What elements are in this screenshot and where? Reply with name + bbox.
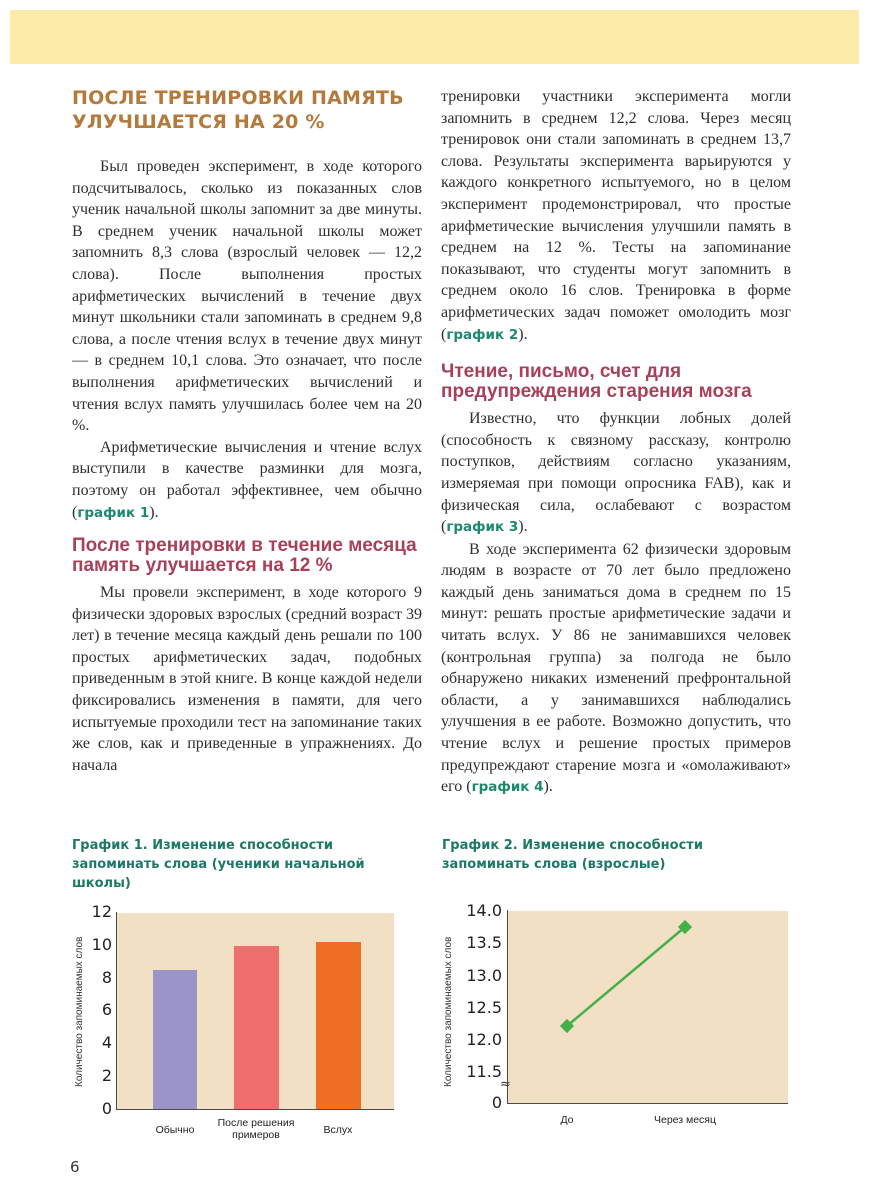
chart-2-y-tick: 13.0 <box>466 966 502 985</box>
chart-1-y-tick: 0 <box>101 1099 112 1118</box>
chart-1-y-tick: 12 <box>91 902 112 921</box>
chart-2-reference-link[interactable]: график 2 <box>446 326 519 343</box>
chart-1-reference-link[interactable]: график 1 <box>77 504 150 521</box>
chart-1-title: График 1. Изменение способности запоминать слова (ученики начальной школы) <box>72 838 365 891</box>
chart-1-y-tick: 10 <box>91 935 112 954</box>
chart-1-y-tick: 2 <box>101 1066 112 1085</box>
chart-2-x-label: До <box>560 1114 574 1126</box>
chart-2-x-label: Через месяц <box>653 1114 717 1126</box>
chart-1-x-label: После решения примеров <box>217 1117 295 1141</box>
chart-1-x-label: Обычно <box>155 1124 195 1136</box>
chart-2-axis-break-icon: ≈ <box>500 1077 511 1092</box>
chart-1-y-tick: 8 <box>101 968 112 987</box>
page-number: 6 <box>70 1158 80 1176</box>
chart-1-x-label: Вслух <box>323 1124 353 1136</box>
chart-3-reference-link[interactable]: график 3 <box>446 519 519 536</box>
section-heading-brain-aging: Чтение, письмо, счет для предупреждения старения мозга <box>441 361 752 403</box>
chart-2-y-tick: 14.0 <box>466 901 502 920</box>
paragraph-adult-experiment: Мы провели эксперимент, в ходе которого 9 физически здоровых взрослых (средний возраст 39 лет) в течение месяца каждый день решали по 100 простых арифметических задач, подобных приведенным в этой книге. В конце каждой недели фиксировались изменения в памяти, для чего испытуемые проходили тест на запоминание таких же слов, как и приведенные в упражнениях. До начала <box>72 584 422 774</box>
chart-2-y-tick: 12.5 <box>466 998 502 1017</box>
chart-4-reference-link[interactable]: график 4 <box>471 779 544 796</box>
paragraph-adult-experiment-continued: тренировки участники эксперимента могли запомнить в среднем 12,2 слова. Через месяц тренировок они стали запоминать в среднем 13,7 слова. Результаты эксперимента варьируются у каждого конкретного испытуемого, но в целом эксперимент продемонстрировал, что простые арифметические вычисления улучшили память в среднем на 12 %. Тесты на запоминание показывают, что студенты могут запомнить в среднем около 16 слов. Тренировка в форме арифметических задач поможет омолодить мозг (график 2). <box>441 88 791 343</box>
chart-1-y-tick: 4 <box>101 1033 112 1052</box>
chart-2-y-axis-label: Количество запоминаемых слов <box>443 936 454 1087</box>
paragraph-frontal-lobes: Известно, что функции лобных долей (способность к связному рассказу, контролю поступков, действиям согласно указаниям, измеряемая при помощи опросника FAB), как и физическая сила, ослабевают с возрастом (график 3). <box>441 410 791 536</box>
chart-1-y-axis-label: Количество запоминаемых слов <box>74 936 85 1087</box>
paragraph-warmup: Арифметические вычисления и чтение вслух выступили в качестве разминки для мозга, поэтому он работал эффективнее, чем обычно (график 1). <box>72 438 422 521</box>
chart-2-y-tick: 11.5 <box>466 1062 502 1081</box>
chart-2-y-tick: 13.5 <box>466 933 502 952</box>
section-heading-20-percent: ПОСЛЕ ТРЕНИРОВКИ ПАМЯТЬ УЛУЧШАЕТСЯ НА 20 % <box>72 87 404 133</box>
section-heading-12-percent: После тренировки в течение месяца память улучшается на 12 % <box>72 535 417 577</box>
chart-2-title: График 2. Изменение способности запоминать слова (взрослые) <box>442 838 703 872</box>
chart-2-y-tick: 0 <box>491 1093 502 1112</box>
paragraph-experiment-schoolchildren: Был проведен эксперимент, в ходе которого подсчитывалось, сколько из показанных слов ученик начальной школы запомнит за две минуты. В среднем ученик начальной школы может запомнить 8,3 слова (взрослый человек — 12,2 слова). После выполнения простых арифметических вычислений в течение двух минут школьники стали запоминать в среднем 9,8 слова, а после чтения вслух в течение двух минут — в среднем 10,1 слова. Это означает, что после выполнения арифметических вычислений и чтения вслух память улучшилась более чем на 20 %. <box>72 158 422 435</box>
chart-2-y-tick: 12.0 <box>466 1030 502 1049</box>
chart-1-y-tick: 6 <box>101 1000 112 1019</box>
paragraph-elderly-experiment: В ходе эксперимента 62 физически здоровым людям в возрасте от 70 лет было предложено каждый день заниматься дома в среднем по 15 минут: решать простые арифметические задачи и читать вслух. У 86 не занимавшихся человек (контрольная группа) за полгода не было обнаружено никаких изменений префронтальной области, а у занимавшихся наблюдались улучшения в ее работе. Возможно допустить, что чтение вслух и решение простых примеров предупреждают старение мозга и «омолаживают» его (график 4). <box>441 540 791 796</box>
